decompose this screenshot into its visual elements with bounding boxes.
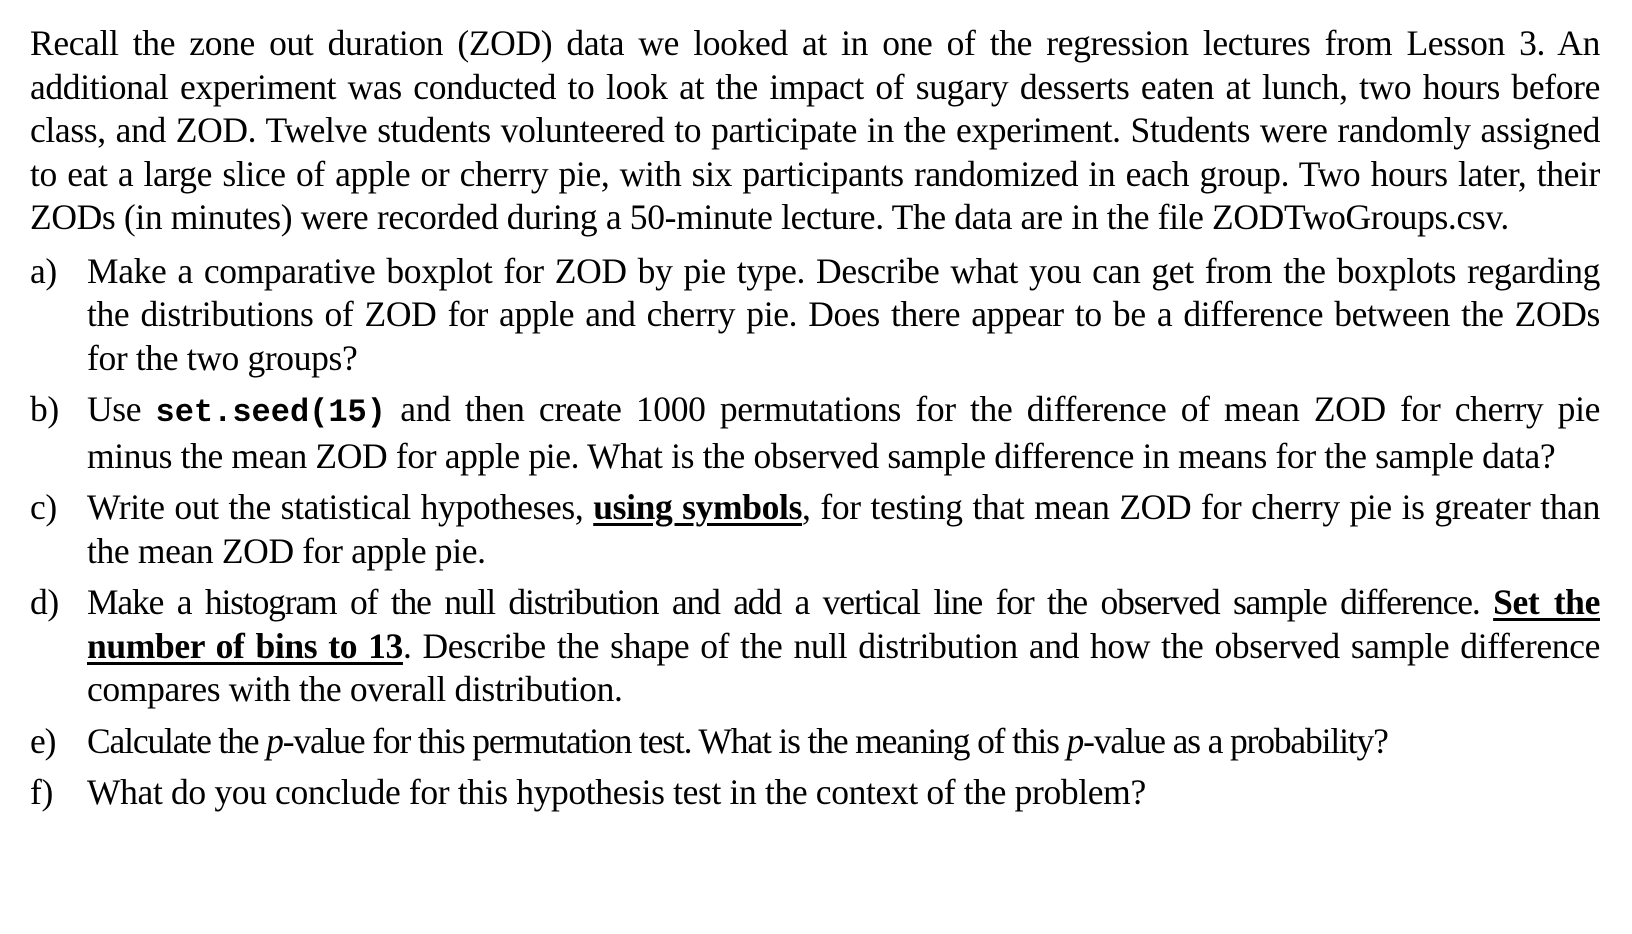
question-text-before: Use bbox=[87, 389, 156, 429]
question-label: b) bbox=[30, 389, 59, 429]
question-text-after: and then create 1000 permutations for the difference of mean ZOD for cherry pie minus the mean ZOD for apple pie. What is the observed sample difference in means for the sample data? bbox=[87, 389, 1600, 476]
intro-paragraph: Recall the zone out duration (ZOD) data we looked at in one of the regression lectures from Lesson 3. An additional experiment was conducted to look at the impact of sugary desserts eaten at lunch, two hours before class, and ZOD. Twelve students volunteered to participate in the experiment. Students were randomly assigned to eat a large slice of apple or cherry pie, with six participants randomized in each group. Two hours later, their ZODs (in minutes) were recorded during a 50-minute lecture. The data are in the file ZODTwoGroups.csv. bbox=[30, 23, 1600, 237]
question-f bbox=[30, 771, 1600, 815]
question-text-before: Write out the statistical hypotheses, bbox=[87, 487, 594, 527]
question-d bbox=[30, 581, 1600, 712]
emphasis-text: Set the number of bins to 13 bbox=[87, 582, 1600, 666]
p-symbol: p bbox=[1066, 720, 1084, 761]
question-text-after: , for testing that mean ZOD for cherry pie is greater than the mean ZOD for apple pie. bbox=[87, 487, 1600, 571]
question-c bbox=[30, 486, 1600, 573]
question-e bbox=[30, 720, 1600, 764]
question-text: What do you conclude for this hypothesis test in the context of the problem? bbox=[87, 772, 1146, 812]
document-page bbox=[30, 22, 1600, 823]
question-text-1: Calculate the bbox=[87, 720, 267, 761]
question-text: Make a comparative boxplot for ZOD by pie type. Describe what you can get from the boxplots regarding the distributions of ZOD for apple and cherry pie. Does there appear to be a difference between the ZODs for the two groups? bbox=[87, 250, 1600, 378]
question-b bbox=[30, 388, 1600, 478]
question-label: d) bbox=[30, 582, 59, 622]
question-text-3: -value as a probability? bbox=[1083, 720, 1388, 761]
emphasis-text: using symbols bbox=[593, 487, 803, 527]
question-text-after: . Describe the shape of the null distribution and how the observed sample difference compares with the overall distribution. bbox=[87, 625, 1601, 709]
code-snippet: set.seed(15) bbox=[155, 394, 386, 431]
question-a bbox=[30, 250, 1600, 381]
question-list bbox=[30, 250, 1600, 815]
question-text-before: Make a histogram of the null distribution and add a vertical line for the observed sample difference. bbox=[87, 582, 1494, 622]
question-label: f) bbox=[30, 772, 53, 812]
question-label: e) bbox=[30, 720, 56, 761]
question-text-2: -value for this permutation test. What is the meaning of this bbox=[282, 720, 1067, 761]
question-label: c) bbox=[30, 487, 57, 527]
question-label: a) bbox=[30, 250, 57, 291]
p-symbol: p bbox=[266, 720, 283, 761]
